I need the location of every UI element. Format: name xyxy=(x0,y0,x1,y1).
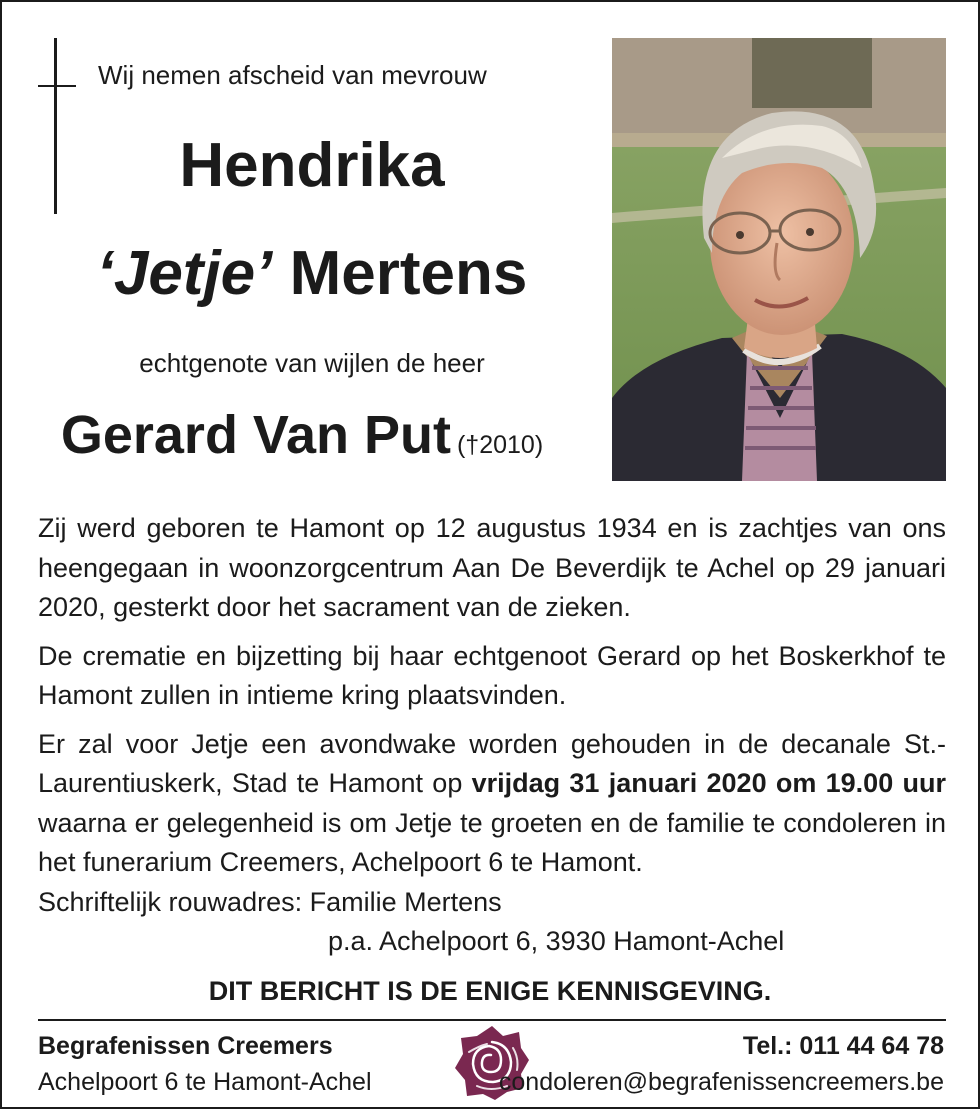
deceased-surname: Mertens xyxy=(289,239,528,308)
funeral-company-phone[interactable]: Tel.: 011 44 64 78 xyxy=(742,1032,944,1060)
wake-date-time: vrijdag 31 januari 2020 om 19.00 uur xyxy=(471,768,946,798)
deceased-nickname: ‘Jetje’ xyxy=(96,239,273,308)
condolence-email-link[interactable]: condoleren@begrafenissencreemers.be xyxy=(498,1068,944,1096)
spouse-line xyxy=(22,404,582,466)
deceased-name-line xyxy=(42,238,582,309)
funeral-company-name: Begrafenissen Creemers xyxy=(38,1032,333,1060)
cross-icon-bar xyxy=(38,85,76,87)
portrait-photo xyxy=(612,38,946,481)
footer-divider xyxy=(38,1019,946,1021)
birth-death-paragraph: Zij werd geboren te Hamont op 12 augustus 1934 en is zachtjes van ons heengegaan in woonzorgcentrum Aan De Beverdijk te Achel op 29 januari 2020, gesterkt door het sacrament van de zieken. xyxy=(38,513,946,622)
spouse-death-year: (†2010) xyxy=(456,431,544,459)
only-notice-text: DIT BERICHT IS DE ENIGE KENNISGEVING. xyxy=(208,976,772,1006)
notice-body xyxy=(38,509,946,892)
intro-text: Wij nemen afscheid van mevrouw xyxy=(98,60,487,90)
spouse-name: Gerard Van Put xyxy=(60,405,451,465)
funeral-company-address: Achelpoort 6 te Hamont-Achel xyxy=(38,1068,372,1096)
cremation-paragraph: De crematie en bijzetting bij haar echtgenoot Gerard op het Boskerkhof te Hamont zullen in intieme kring plaatsvinden. xyxy=(38,640,946,710)
mourning-address-line2: p.a. Achelpoort 6, 3930 Hamont-Achel xyxy=(328,926,785,956)
deceased-first-name: Hendrika xyxy=(179,131,445,200)
cross-icon xyxy=(54,38,57,214)
wake-text-end: waarna er gelegenheid is om Jetje te groeten en de familie te condoleren in het funerarium Creemers, Achelpoort 6 te Hamont. xyxy=(38,807,946,877)
spouse-label: echtgenote van wijlen de heer xyxy=(139,348,485,378)
mourning-address-line1: Schriftelijk rouwadres: Familie Mertens xyxy=(38,887,502,917)
wake-text-start: Er zal voor Jetje een avondwake worden gehouden in de decanale St.-Laurentiuskerk, Stad te Hamont op xyxy=(38,728,946,798)
wake-paragraph xyxy=(38,725,946,883)
